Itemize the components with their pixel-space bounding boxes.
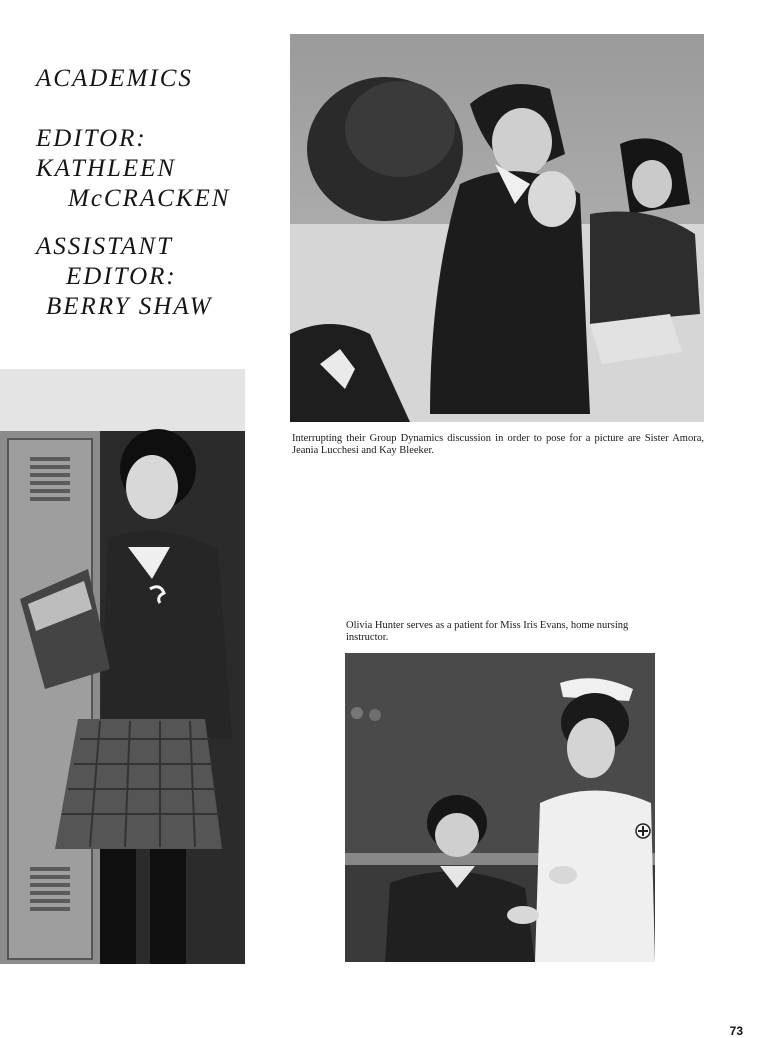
editor-title: EDITOR: <box>36 125 147 152</box>
assistant-title: ASSISTANT <box>36 233 173 260</box>
editor-first-name: KATHLEEN <box>36 155 177 182</box>
group-discussion-photo <box>290 34 704 422</box>
assistant-name: BERRY SHAW <box>46 293 213 320</box>
group-photo-caption: Interrupting their Group Dynamics discussion in order to pose for a picture are Sister Amora, Jeania Lucchesi and Kay Bleeker. <box>292 433 704 456</box>
page-number: 73 <box>729 1024 743 1038</box>
editor-last-name: McCRACKEN <box>68 185 231 212</box>
student-locker-photo <box>0 369 245 964</box>
nursing-instruction-photo <box>345 653 655 962</box>
section-title: ACADEMICS <box>36 65 193 92</box>
section-credits <box>36 64 276 322</box>
nurse-photo-caption: Olivia Hunter serves as a patient for Miss Iris Evans, home nursing instructor. <box>346 620 629 643</box>
assistant-title-2: EDITOR: <box>66 263 177 290</box>
